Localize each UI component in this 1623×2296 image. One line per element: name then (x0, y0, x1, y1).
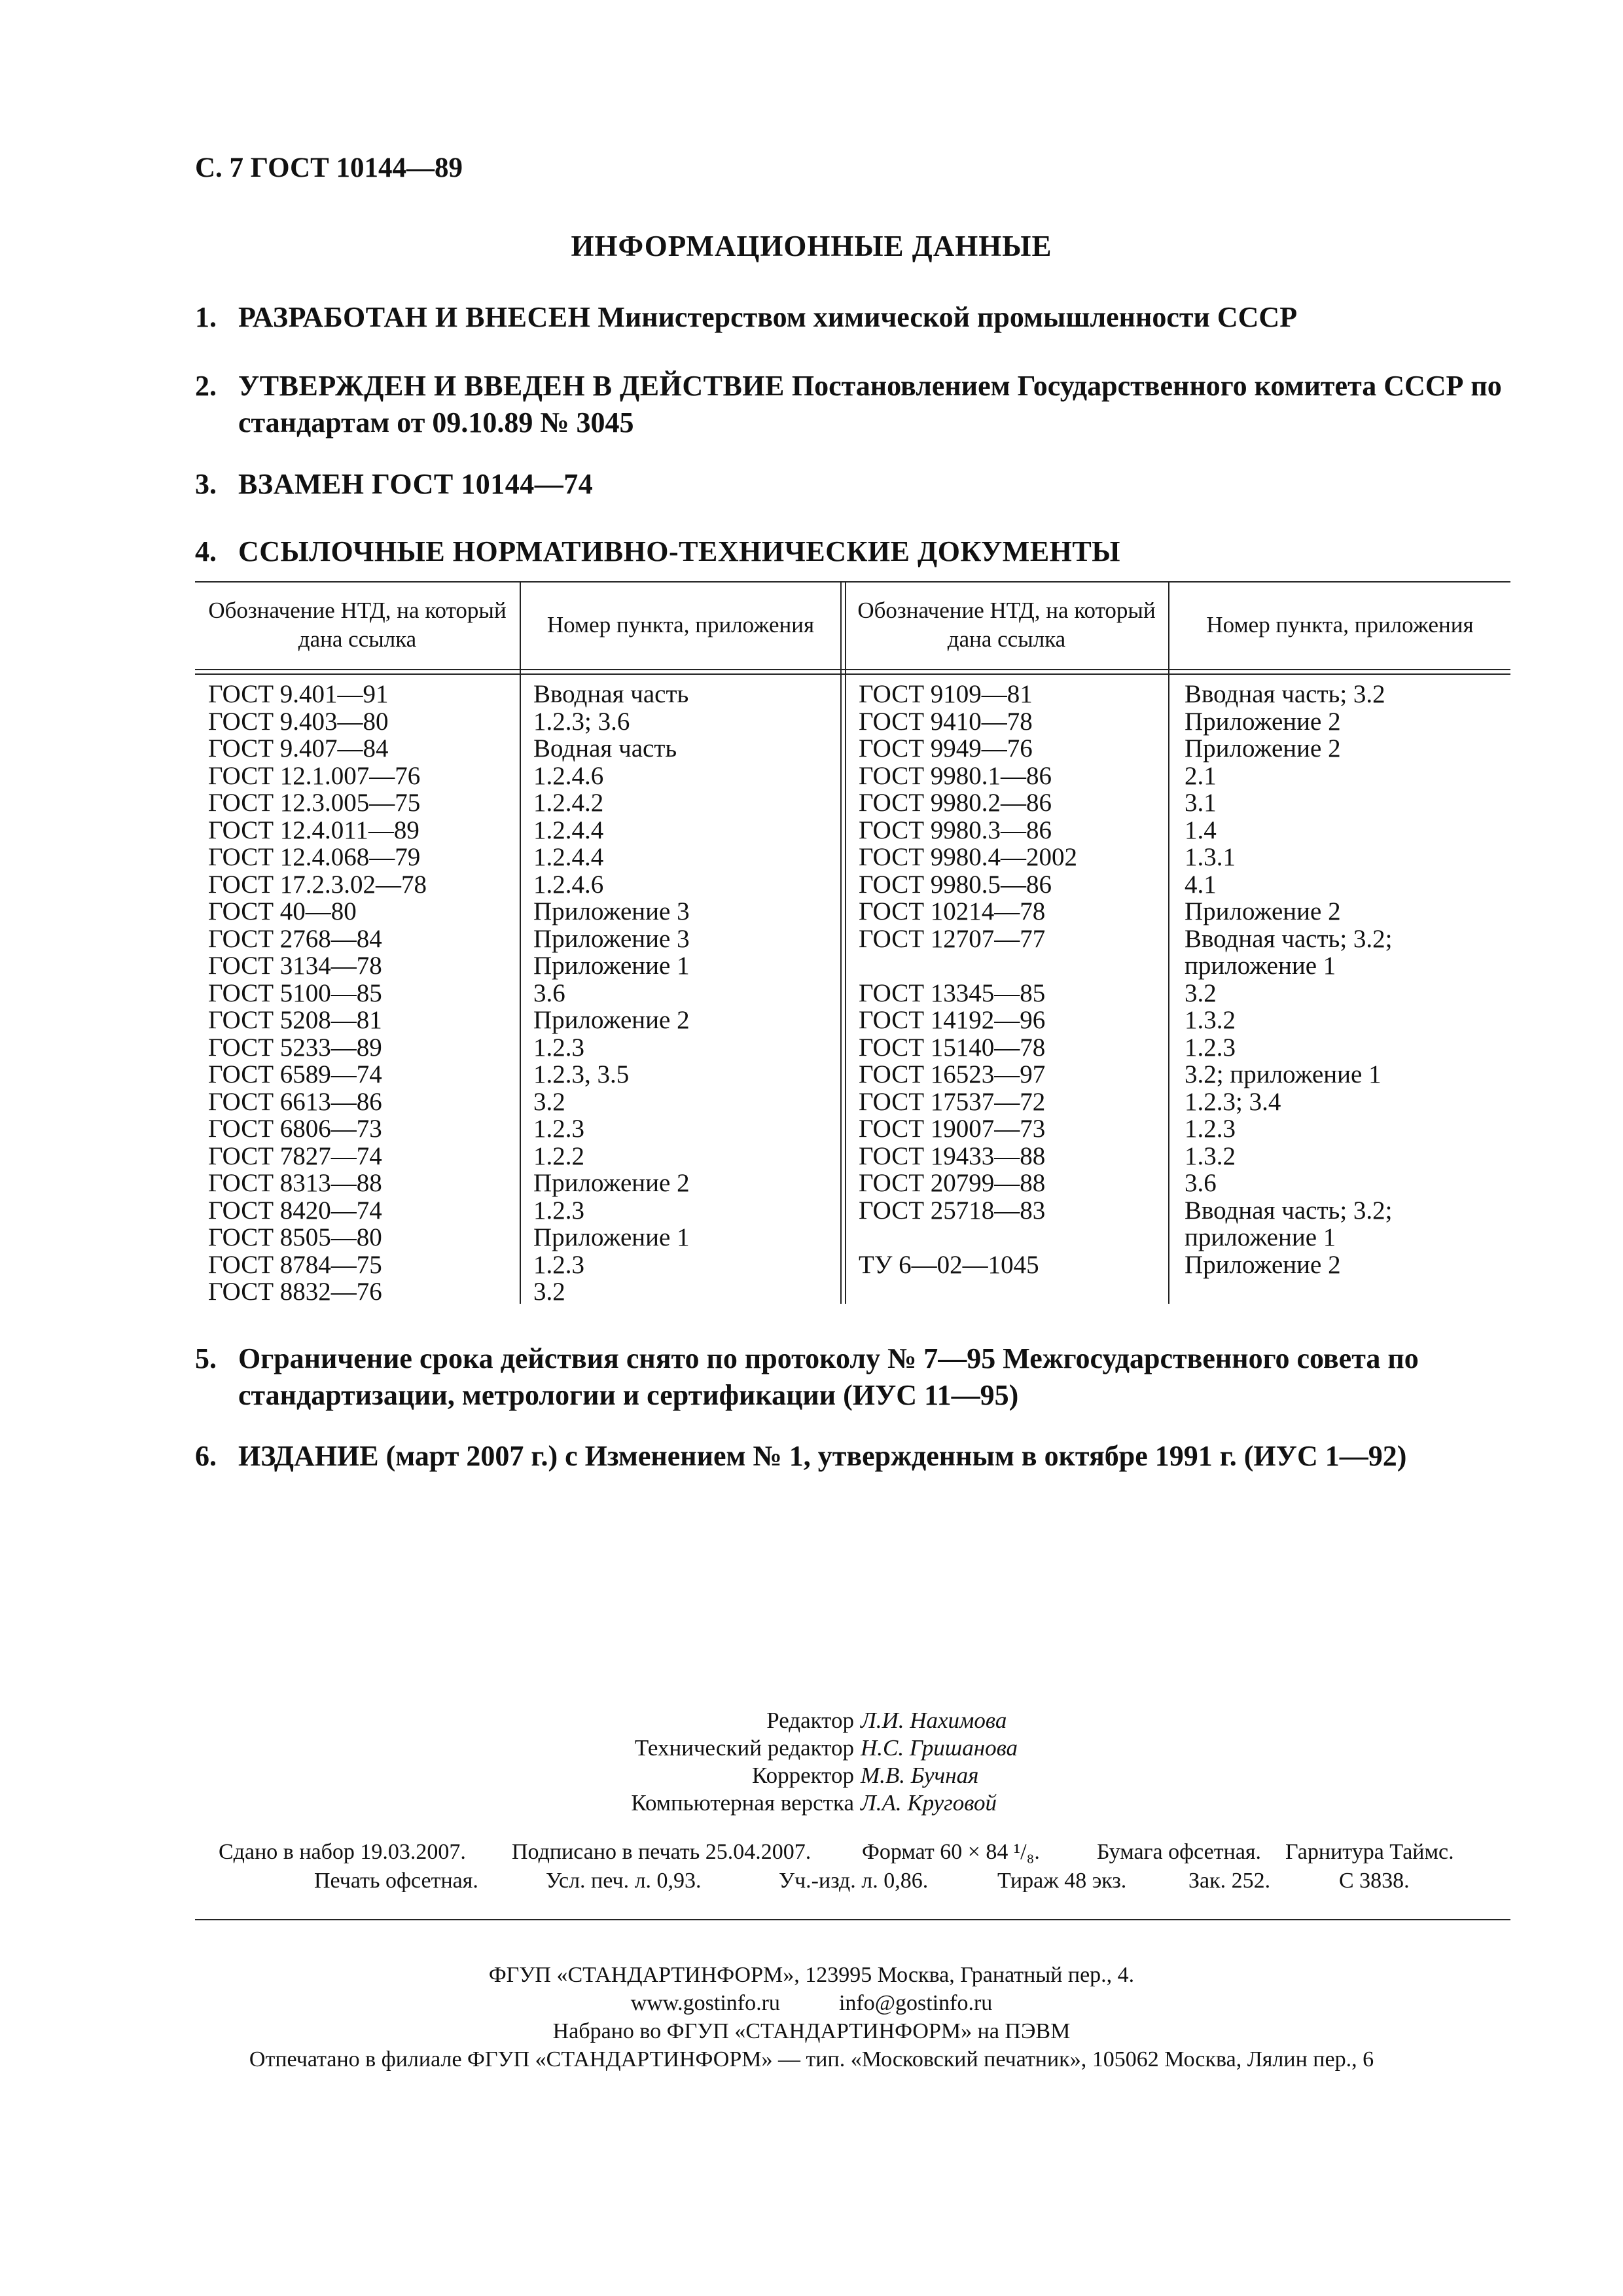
header-cell-ref-right: Номер пункта, приложения (1206, 612, 1474, 637)
table-cell-document: ГОСТ 6613—86 (208, 1087, 382, 1116)
item-text: Министерством химической промышленности СССР (597, 301, 1298, 333)
credits (0, 1707, 1623, 1817)
table-cell-document: ГОСТ 16523—97 (859, 1060, 1046, 1088)
column-divider (520, 583, 521, 1304)
table-cell-document: ГОСТ 13345—85 (859, 978, 1046, 1007)
website-link[interactable]: www.gostinfo.ru (630, 1991, 780, 2015)
column-left-refs (533, 681, 690, 1306)
table-cell-reference: 3.6 (533, 978, 565, 1007)
item-1 (195, 299, 1510, 336)
table-cell-document: ГОСТ 19007—73 (859, 1115, 1046, 1143)
table-cell-reference: 1.2.4.4 (533, 816, 604, 844)
table-cell-document: ГОСТ 14192—96 (859, 1006, 1046, 1034)
table-cell-reference: Приложение 1 (533, 952, 690, 980)
credit-name: М.В. Бучная (861, 1763, 979, 1788)
table-cell-reference: 4.1 (1185, 870, 1217, 899)
table-cell-document: ГОСТ 17.2.3.02—78 (208, 870, 427, 899)
item-number: 5. (195, 1342, 217, 1374)
item-5 (195, 1340, 1510, 1414)
item-lead: ССЫЛОЧНЫЕ НОРМАТИВНО-ТЕХНИЧЕСКИЕ ДОКУМЕНТЫ (238, 535, 1120, 567)
table-cell-reference: Водная часть (533, 734, 677, 762)
table-cell-reference: 1.2.4.6 (533, 761, 604, 790)
table-cell-document: ГОСТ 10214—78 (859, 897, 1046, 925)
horizontal-rule (195, 1919, 1510, 1920)
imprint-text: Зак. 252. (1188, 1869, 1271, 1893)
table-cell-document: ГОСТ 40—80 (208, 897, 357, 925)
table-cell-reference: 1.2.2 (533, 1141, 584, 1170)
footer-org: ФГУП «СТАНДАРТИНФОРМ», 123995 Москва, Гранатный пер., 4. (488, 1963, 1135, 1987)
table-cell-document: ГОСТ 12.4.011—89 (208, 816, 419, 844)
item-2 (195, 368, 1510, 441)
table-cell-reference: Приложение 2 (533, 1006, 690, 1034)
imprint-text: Уч.-изд. л. 0,86. (779, 1869, 929, 1893)
table-cell-reference: 1.2.4.4 (533, 843, 604, 871)
table-cell-reference: Приложение 2 (1185, 707, 1341, 736)
table-cell-document: ГОСТ 9.407—84 (208, 734, 389, 762)
table-cell-reference: 1.3.2 (1185, 1006, 1236, 1034)
table-cell-document: ГОСТ 9.401—91 (208, 680, 389, 708)
table-cell-document: ГОСТ 9.403—80 (208, 707, 389, 736)
column-left-docs (208, 681, 427, 1306)
table-cell-reference: Вводная часть; 3.2; (1185, 924, 1393, 953)
credit-name: Л.И. Нахимова (861, 1708, 1007, 1733)
column-right-refs (1185, 681, 1392, 1278)
credit-role: Компьютерная верстка (631, 1790, 854, 1816)
imprint-text: Гарнитура Таймс. (1285, 1840, 1454, 1864)
table-cell-document: ГОСТ 8784—75 (208, 1250, 382, 1279)
table-cell-reference: 1.2.3 (533, 1196, 584, 1225)
table-cell-document: ГОСТ 8505—80 (208, 1223, 382, 1251)
table-header-row (195, 583, 1510, 668)
credit-name: Л.А. Круговой (861, 1790, 997, 1816)
table-cell-reference: 1.2.3 (1185, 1115, 1236, 1143)
table-cell-reference: 1.3.2 (1185, 1141, 1236, 1170)
table-cell-document: ГОСТ 8313—88 (208, 1169, 382, 1197)
header-cell-doc-left: Обозначение НТД, на который дана ссылка (208, 598, 507, 652)
table-cell-reference: Приложение 2 (533, 1169, 690, 1197)
item-3 (195, 466, 1510, 503)
header-cell-doc-right: Обозначение НТД, на который дана ссылка (857, 598, 1156, 652)
credit-line (0, 1762, 1623, 1789)
table-cell-document: ГОСТ 9980.3—86 (859, 816, 1052, 844)
table-cell-document: ГОСТ 15140—78 (859, 1033, 1046, 1062)
table-cell-reference: 3.6 (1185, 1169, 1217, 1197)
table-cell-document: ГОСТ 20799—88 (859, 1169, 1046, 1197)
table-cell-document: ГОСТ 6589—74 (208, 1060, 382, 1088)
email-link[interactable]: info@gostinfo.ru (838, 1991, 993, 2015)
publisher-footer (0, 1961, 1623, 2073)
item-number: 2. (195, 370, 217, 402)
table-cell-reference: 1.2.3, 3.5 (533, 1060, 630, 1088)
table-cell-document: ГОСТ 12707—77 (859, 924, 1046, 953)
table-cell-reference: 1.2.3; 3.4 (1185, 1087, 1281, 1116)
table-cell-document: ГОСТ 19433—88 (859, 1141, 1046, 1170)
item-number: 3. (195, 468, 217, 500)
table-cell-reference: 1.3.1 (1185, 843, 1236, 871)
imprint-text: Усл. печ. л. 0,93. (546, 1869, 702, 1893)
item-text: Ограничение срока действия снято по протоколу № 7—95 Межгосударственного совета по стандартизации, метрологии и сертификации (ИУС 11—95) (238, 1342, 1419, 1411)
table-cell-document: ГОСТ 9949—76 (859, 734, 1033, 762)
table-cell-document (859, 952, 1077, 980)
table-cell-reference: Вводная часть; 3.2; (1185, 1196, 1393, 1225)
table-cell-document: ГОСТ 2768—84 (208, 924, 382, 953)
credit-line (0, 1734, 1623, 1762)
table-cell-document: ГОСТ 8832—76 (208, 1278, 382, 1306)
item-text: ИЗДАНИЕ (март 2007 г.) с Изменением № 1, утвержденным в октябре 1991 г. (ИУС 1—92) (238, 1440, 1407, 1472)
table-cell-reference: Приложение 2 (1185, 1250, 1341, 1279)
table-cell-document: ГОСТ 9980.4—2002 (859, 843, 1078, 871)
column-divider-double (840, 583, 846, 1304)
table-cell-reference: приложение 1 (1185, 952, 1336, 980)
table-cell-document: ГОСТ 6806—73 (208, 1115, 382, 1143)
document-title: ИНФОРМАЦИОННЫЕ ДАННЫЕ (571, 230, 1052, 262)
credit-line (0, 1707, 1623, 1734)
reference-table (195, 581, 1510, 1304)
table-cell-reference: Вводная часть; 3.2 (1185, 680, 1385, 708)
column-right-docs (859, 681, 1077, 1278)
column-divider (1168, 583, 1169, 1304)
imprint-text: Сдано в набор 19.03.2007. (219, 1840, 466, 1864)
table-cell-reference: приложение 1 (1185, 1223, 1336, 1251)
table-cell-reference: 1.2.3 (533, 1115, 584, 1143)
credit-line (0, 1789, 1623, 1817)
table-cell-document: ГОСТ 9980.1—86 (859, 761, 1052, 790)
table-cell-document: ГОСТ 12.3.005—75 (208, 789, 421, 817)
credit-name: Н.С. Гришанова (861, 1735, 1018, 1761)
table-cell-reference: 3.2 (533, 1278, 565, 1306)
item-number: 6. (195, 1440, 217, 1472)
table-cell-reference: 3.2; приложение 1 (1185, 1060, 1382, 1088)
table-cell-document: ТУ 6—02—1045 (859, 1250, 1039, 1279)
imprint-text: Подписано в печать 25.04.2007. (512, 1840, 812, 1864)
table-cell-reference: 3.2 (533, 1087, 565, 1116)
table-cell-document: ГОСТ 17537—72 (859, 1087, 1046, 1116)
imprint-text: Бумага офсетная. (1097, 1840, 1262, 1864)
imprint-text: Печать офсетная. (314, 1869, 478, 1893)
imprint-text: Тираж 48 экз. (997, 1869, 1127, 1893)
credit-role: Редактор (766, 1708, 854, 1733)
table-cell-document: ГОСТ 9980.2—86 (859, 789, 1052, 817)
item-lead: УТВЕРЖДЕН И ВВЕДЕН В ДЕЙСТВИЕ (238, 370, 785, 402)
table-cell-reference: Приложение 1 (533, 1223, 690, 1251)
table-cell-reference: 3.2 (1185, 978, 1217, 1007)
table-cell-reference: 1.2.3; 3.6 (533, 707, 630, 736)
item-4 (195, 533, 1510, 570)
item-number: 1. (195, 301, 217, 333)
table-cell-document: ГОСТ 12.4.068—79 (208, 843, 421, 871)
table-cell-document: ГОСТ 9109—81 (859, 680, 1033, 708)
footer-printed: Отпечатано в филиале ФГУП «СТАНДАРТИНФОРМ» — тип. «Московский печатник», 105062 Москва, Лялин пер., 6 (249, 2047, 1374, 2072)
table-cell-reference: Приложение 2 (1185, 734, 1341, 762)
table-cell-reference: Приложение 3 (533, 897, 690, 925)
header-cell-ref-left: Номер пункта, приложения (546, 612, 815, 637)
table-cell-document: ГОСТ 25718—83 (859, 1196, 1046, 1225)
item-lead: ВЗАМЕН ГОСТ 10144—74 (238, 468, 594, 500)
footer-typeset: Набрано во ФГУП «СТАНДАРТИНФОРМ» на ПЭВМ (552, 2019, 1071, 2043)
table-cell-document: ГОСТ 9410—78 (859, 707, 1033, 736)
table-cell-document: ГОСТ 12.1.007—76 (208, 761, 421, 790)
item-lead: РАЗРАБОТАН И ВНЕСЕН (238, 301, 591, 333)
table-cell-reference: 3.1 (1185, 789, 1217, 817)
table-cell-document (859, 1224, 1077, 1251)
item-6 (195, 1438, 1510, 1475)
table-cell-reference: Приложение 2 (1185, 897, 1341, 925)
table-cell-document: ГОСТ 8420—74 (208, 1196, 382, 1225)
credit-role: Технический редактор (634, 1735, 854, 1761)
table-cell-document: ГОСТ 5100—85 (208, 978, 382, 1007)
table-cell-reference: 1.2.4.6 (533, 870, 604, 899)
table-cell-reference: Вводная часть (533, 680, 689, 708)
table-cell-reference: 2.1 (1185, 761, 1217, 790)
table-cell-reference: 1.2.3 (533, 1250, 584, 1279)
page-header: С. 7 ГОСТ 10144—89 (195, 152, 463, 183)
credit-role: Корректор (751, 1763, 854, 1788)
table-cell-document: ГОСТ 9980.5—86 (859, 870, 1052, 899)
table-cell-reference: 1.2.3 (1185, 1033, 1236, 1062)
item-number: 4. (195, 535, 217, 567)
table-cell-reference: 1.2.4.2 (533, 789, 604, 817)
imprint-text: Формат 60 × 84 ¹/₈. (862, 1840, 1040, 1864)
table-cell-reference: 1.2.3 (533, 1033, 584, 1062)
header-separator (195, 669, 1510, 675)
table-cell-document: ГОСТ 3134—78 (208, 952, 382, 980)
table-cell-document: ГОСТ 5208—81 (208, 1006, 382, 1034)
item-text: Постановлением Государственного комитета СССР по стандартам от 09.10.89 № 3045 (238, 370, 1502, 439)
imprint-text: С 3838. (1339, 1869, 1410, 1893)
table-cell-document: ГОСТ 7827—74 (208, 1141, 382, 1170)
table-cell-document: ГОСТ 5233—89 (208, 1033, 382, 1062)
table-cell-reference: Приложение 3 (533, 924, 690, 953)
table-cell-reference: 1.4 (1185, 816, 1217, 844)
